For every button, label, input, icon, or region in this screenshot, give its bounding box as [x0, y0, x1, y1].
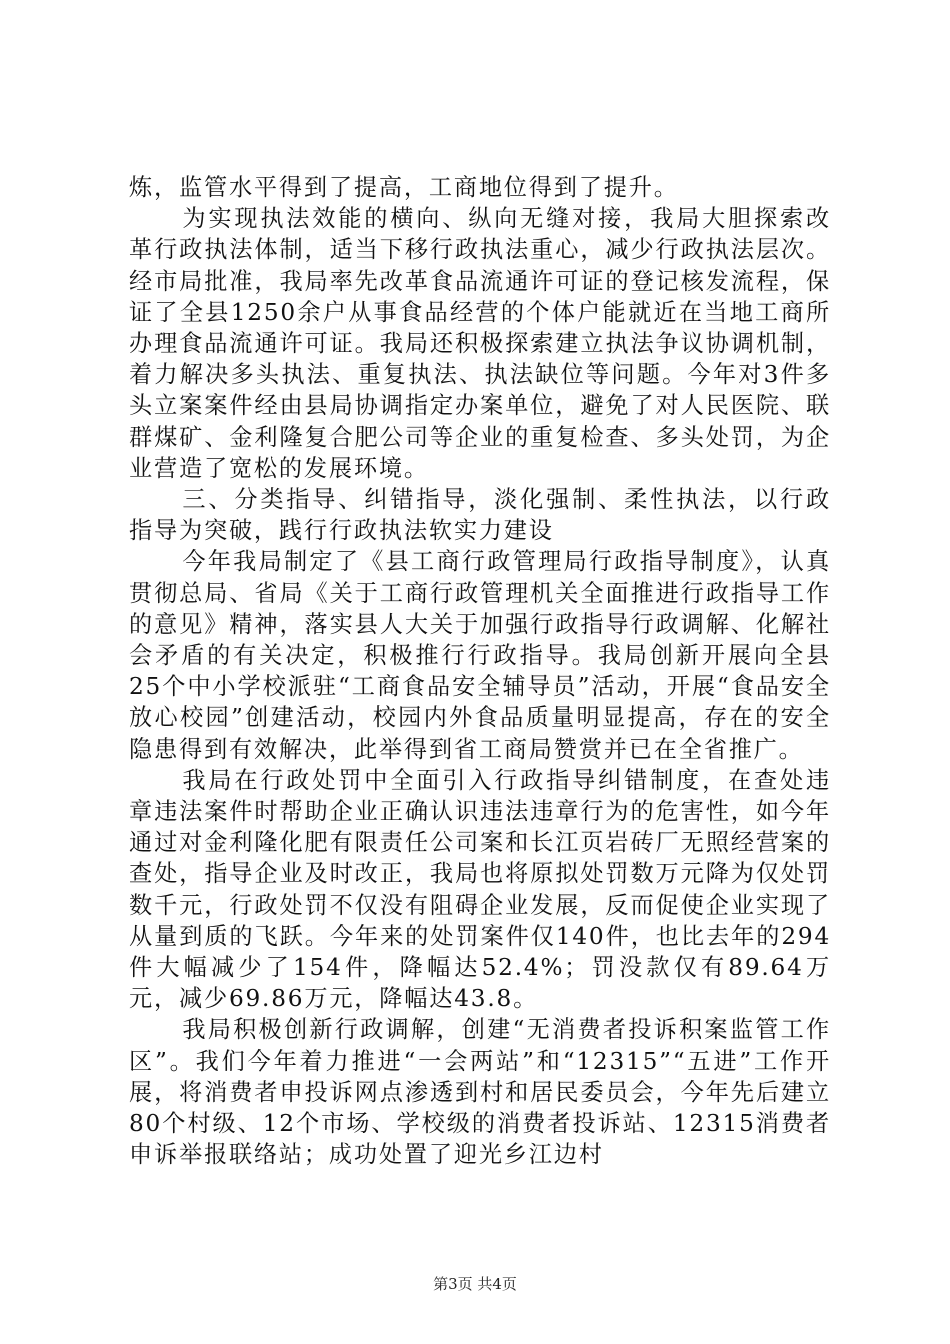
paragraph-2: 为实现执法效能的横向、纵向无缝对接，我局大胆探索改革行政执法体制，适当下移行政执法重心，减少行政执法层次。经市局批准，我局率先改革食品流通许可证的登记核发流程，保证了全县1250余户从事食品经营的个体户能就近在当地工商所办理食品流通许可证。我局还积极探索建立执法争议协调机制，着力解决多头执法、重复执法、执法缺位等问题。今年对3件多头立案案件经由县局协调指定办案单位，避免了对人民医院、联群煤矿、金利隆复合肥公司等企业的重复检查、多头处罚，为企业营造了宽松的发展环境。	[129, 205, 831, 482]
paragraph-5: 我局在行政处罚中全面引入行政指导纠错制度，在查处违章违法案件时帮助企业正确认识违法违章行为的危害性，如今年通过对金利隆化肥有限责任公司案和长江页岩砖厂无照经营案的查处，指导企业及时改正，我局也将原拟处罚数万元降为仅处罚数千元，行政处罚不仅没有阻碍企业发展，反而促使企业实现了从量到质的飞跃。今年来的处罚案件仅140件，也比去年的294件大幅减少了154件，降幅达52.4%；罚没款仅有89.64万元，减少69.86万元，降幅达43.8。	[129, 766, 831, 1013]
page-footer: 第3页 共4页	[433, 1275, 517, 1293]
body-text	[129, 172, 831, 1171]
paragraph-1: 炼，监管水平得到了提高，工商地位得到了提升。	[129, 174, 679, 201]
paragraph-6: 我局积极创新行政调解，创建“无消费者投诉积案监管工作区”。我们今年着力推进“一会两站”和“12315”“五进”工作开展，将消费者申投诉网点渗透到村和居民委员会，今年先后建立80个村级、12个市场、学校级的消费者投诉站、12315消费者申诉举报联络站；成功处置了迎光乡江边村	[129, 1016, 831, 1169]
paragraph-4: 今年我局制定了《县工商行政管理局行政指导制度》，认真贯彻总局、省局《关于工商行政管理机关全面推进行政指导工作的意见》精神，落实县人大关于加强行政指导行政调解、化解社会矛盾的有关决定，积极推行行政指导。我局创新开展向全县25个中小学校派驻“工商食品安全辅导员”活动，开展“食品安全放心校园”创建活动，校园内外食品质量明显提高，存在的安全隐患得到有效解决，此举得到省工商局赞赏并已在全省推广。	[129, 548, 831, 763]
section-heading-3: 三、分类指导、纠错指导，淡化强制、柔性执法，以行政指导为突破，践行行政执法软实力建设	[129, 486, 831, 545]
